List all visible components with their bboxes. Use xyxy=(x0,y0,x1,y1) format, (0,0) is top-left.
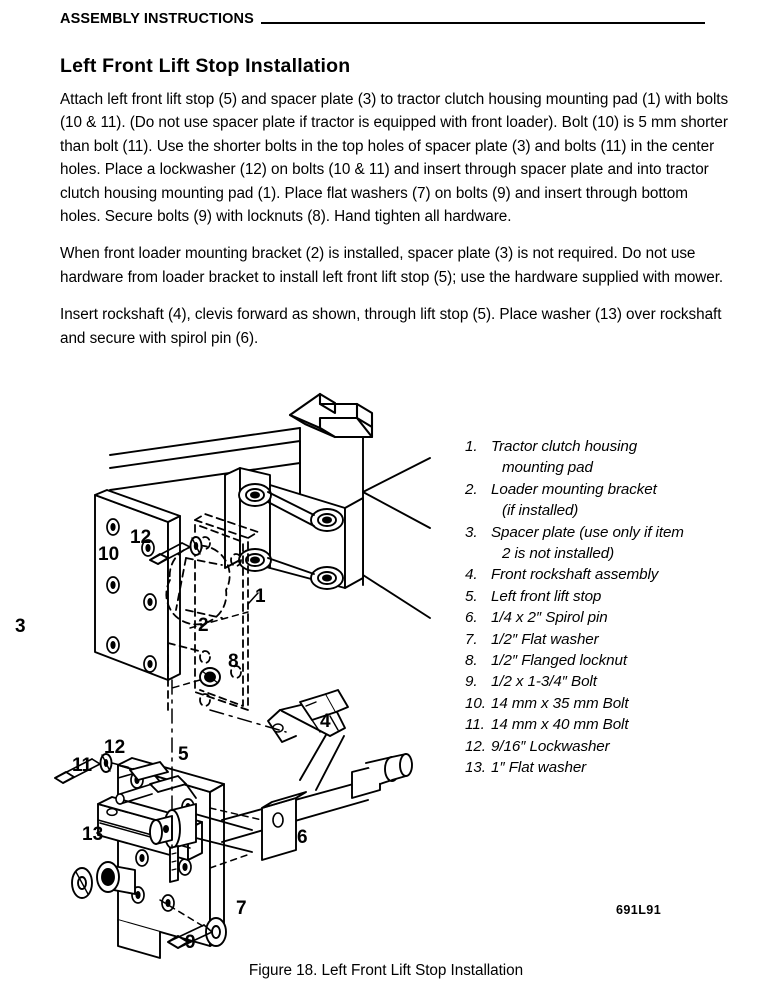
legend-item xyxy=(465,714,765,735)
legend-label xyxy=(491,522,765,565)
legend-item xyxy=(465,522,765,565)
flanged-locknut-8 xyxy=(200,668,220,686)
legend-number: 10. xyxy=(465,694,486,712)
legend-label-line2: mounting pad xyxy=(502,459,593,477)
paragraph: Attach left front lift stop (5) and spacer plate (3) to tractor clutch housing mounting pad (1) with bolts (10 & 11). (Do not use spacer plate if tractor is equipped with front loader). Bolt (10) is 5 mm shorter than bolt (11). Use the shorter bolts in the top holes of spacer plate (3) and bolts (11) in the center holes. Place a lockwasher (12) on bolts (10 & 11) and insert through spacer plate and into tractor clutch housing mounting pad (1). Place flat washers (7) on bolts (9) and insert through bottom holes. Secure bolts (9) with locknuts (8). Hand tighten all hardware. xyxy=(60,91,729,226)
legend-label-line2: (if installed) xyxy=(502,502,579,520)
lift-stop-hole xyxy=(136,850,148,866)
legend-item xyxy=(465,436,765,479)
legend-number: 12. xyxy=(465,737,486,755)
callout-4: 4 xyxy=(320,711,331,732)
callout-7: 7 xyxy=(236,898,247,919)
legend-number: 6. xyxy=(465,609,478,627)
legend-label: Front rockshaft assembly xyxy=(491,566,659,584)
flat-washer-7 xyxy=(206,918,226,946)
drawing-code: 691L91 xyxy=(616,903,662,917)
legend-label: 1″ Flat washer xyxy=(491,759,587,777)
callout-8: 8 xyxy=(228,651,239,672)
legend-label-line1: Spacer plate (use only if item xyxy=(491,523,684,541)
legend-label-line2: 2 is not installed) xyxy=(502,545,615,563)
paragraph: When front loader mounting bracket (2) is installed, spacer plate (3) is not required. Do not use hardware from loader bracket to install left front lift stop (5); use the hardware supplied with mower. xyxy=(60,245,724,286)
legend-item xyxy=(465,564,765,585)
legend-label-line1: Tractor clutch housing xyxy=(491,438,638,455)
legend-label xyxy=(491,479,765,522)
front-rockshaft-assembly xyxy=(116,690,412,860)
legend-number: 9. xyxy=(465,673,478,691)
legend-number: 13. xyxy=(465,759,486,777)
figure-caption: Figure 18. Left Front Lift Stop Installation xyxy=(248,962,524,979)
callout-2: 2 xyxy=(198,615,209,636)
legend-label-line1: Loader mounting bracket xyxy=(491,480,657,498)
legend-item xyxy=(465,629,765,650)
spacer-plate-hole xyxy=(107,637,119,653)
bolt-boss xyxy=(311,509,343,531)
legend-item xyxy=(465,671,765,692)
legend-number: 5. xyxy=(465,587,478,605)
spacer-plate-hole xyxy=(107,577,119,593)
bolt-boss xyxy=(239,484,271,506)
legend-label: 14 mm x 35 mm Bolt xyxy=(491,694,629,712)
legend-label: 1/2″ Flat washer xyxy=(491,630,599,648)
legend-number: 2. xyxy=(465,480,478,498)
legend-item xyxy=(465,736,765,757)
paragraph: Insert rockshaft (4), clevis forward as shown, through lift stop (5). Place washer (13) over rockshaft and secure with spirol pin (6). xyxy=(60,306,722,347)
legend-label: 9/16″ Lockwasher xyxy=(491,737,610,755)
legend-number: 7. xyxy=(465,630,478,648)
legend-number: 8. xyxy=(465,652,478,670)
spacer-plate-hole xyxy=(107,519,119,535)
callout-11: 11 xyxy=(72,755,93,776)
direction-arrow-icon xyxy=(290,394,372,437)
callout-9: 9 xyxy=(185,932,196,953)
legend-label: Left front lift stop xyxy=(491,587,602,605)
spacer-plate-hole xyxy=(144,594,156,610)
legend-item xyxy=(465,693,765,714)
legend-item xyxy=(465,479,765,522)
legend-label: 1/2″ Flanged locknut xyxy=(491,652,627,670)
callout-13: 13 xyxy=(82,824,104,845)
callout-3: 3 xyxy=(15,616,26,637)
legend-number: 1. xyxy=(465,438,478,455)
legend-item xyxy=(465,586,765,607)
legend-item xyxy=(465,650,765,671)
header-title: ASSEMBLY INSTRUCTIONS xyxy=(60,10,254,27)
legend-label: 14 mm x 40 mm Bolt xyxy=(491,716,629,734)
parts-legend xyxy=(465,436,765,779)
lockwasher-12 xyxy=(191,537,202,555)
legend-number: 4. xyxy=(465,566,478,584)
lift-stop-hole xyxy=(179,859,191,875)
legend-label xyxy=(491,436,765,479)
legend-number: 3. xyxy=(465,523,478,541)
body-copy xyxy=(60,88,732,350)
page-header xyxy=(60,8,705,30)
legend-label: 1/2 x 1-3/4″ Bolt xyxy=(491,673,597,691)
legend-number: 11. xyxy=(465,716,485,734)
spacer-plate-hole xyxy=(144,656,156,672)
page-title: Left Front Lift Stop Installation xyxy=(60,55,351,78)
legend-label: 1/4 x 2″ Spirol pin xyxy=(491,609,608,627)
callout-12b: 12 xyxy=(104,737,126,758)
callout-6: 6 xyxy=(297,827,308,848)
legend-item xyxy=(465,607,765,628)
header-rule xyxy=(261,22,705,24)
spirol-pin-6 xyxy=(170,846,178,882)
callout-10: 10 xyxy=(98,544,120,565)
callout-5: 5 xyxy=(178,744,189,765)
legend-item xyxy=(465,757,765,778)
callout-12: 12 xyxy=(130,527,152,548)
bolt-boss xyxy=(311,567,343,589)
callout-1: 1 xyxy=(255,586,266,607)
flat-washer-13 xyxy=(72,868,92,898)
